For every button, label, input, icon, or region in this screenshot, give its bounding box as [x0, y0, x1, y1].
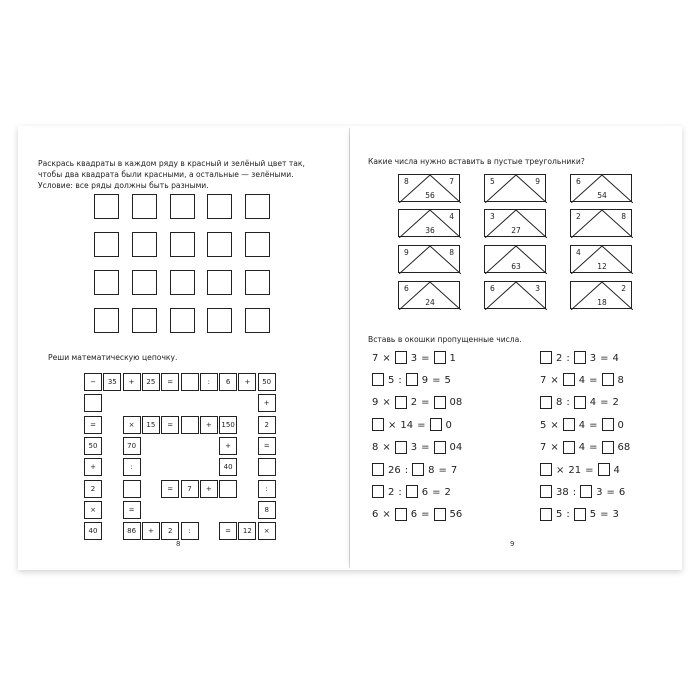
color-square[interactable] [170, 232, 195, 257]
windows-title: Вставь в окошки пропущенные числа. [368, 335, 522, 344]
equation-token: 7 [540, 442, 547, 454]
chain-cell: 40 [219, 458, 237, 476]
equation-token: 8 [556, 397, 563, 409]
equation-token: 38 [556, 486, 569, 498]
equation-token: 4 [613, 464, 620, 476]
equation-row [538, 396, 621, 409]
equation-token: × [556, 464, 565, 476]
equation-row [370, 396, 464, 409]
triangle-left-number: 8 [404, 177, 409, 186]
chain-cell: 2 [84, 480, 102, 498]
color-square[interactable] [94, 232, 119, 257]
answer-box[interactable] [372, 485, 384, 498]
equation-token: 5 [556, 509, 563, 521]
chain-cell: : [200, 373, 218, 391]
equation-token: = [600, 397, 609, 409]
equation-row [538, 485, 627, 498]
equation-token: × [550, 374, 559, 386]
triangle-right-number: 8 [621, 212, 626, 221]
equation-token: × [382, 442, 391, 454]
triangles-title: Какие числа нужно вставить в пустые треугольники? [368, 157, 585, 166]
triangle-bottom-number: 18 [597, 298, 607, 307]
answer-box[interactable] [395, 508, 407, 521]
equation-row [370, 373, 453, 386]
color-square[interactable] [245, 270, 270, 295]
equation-token: = [600, 352, 609, 364]
equation-token: 3 [596, 486, 603, 498]
chain-cell: + [142, 522, 160, 540]
equation-token: 6 [618, 486, 626, 498]
color-square[interactable] [207, 194, 232, 219]
answer-box[interactable] [574, 396, 586, 409]
equation-token: = [585, 464, 594, 476]
equation-token: 9 [372, 397, 379, 409]
triangle-left-number: 5 [490, 177, 495, 186]
chain-cell: 6 [219, 373, 237, 391]
equation-token: 5 [444, 374, 451, 386]
chain-cell: 86 [123, 522, 141, 540]
chain-cell: × [84, 501, 102, 519]
chain-cell: 2 [258, 416, 276, 434]
equation-token: 7 [372, 352, 379, 364]
equation-row [538, 508, 621, 521]
triangle-left-number: 6 [490, 284, 495, 293]
equation-token: 6 [372, 509, 379, 521]
answer-box[interactable] [395, 396, 407, 409]
answer-box[interactable] [563, 418, 575, 431]
color-square[interactable] [94, 270, 119, 295]
equation-token: 8 [617, 374, 624, 386]
equation-token: 5 [540, 419, 547, 431]
page-number-left: 8 [176, 540, 181, 548]
equation-token: = [432, 486, 441, 498]
equation-token: = [421, 397, 430, 409]
chain-cell: + [258, 394, 276, 412]
triangle-puzzle [398, 245, 460, 273]
equation-row [538, 463, 622, 476]
triangle-left-number: 4 [576, 248, 581, 257]
equation-token: 6 [421, 486, 429, 498]
chain-cell: 35 [103, 373, 121, 391]
answer-box[interactable] [395, 441, 407, 454]
answer-box[interactable] [434, 441, 446, 454]
chain-title: Реши математическую цепочку. [48, 353, 178, 362]
answer-box[interactable] [434, 508, 446, 521]
equation-token: 4 [589, 397, 597, 409]
triangle-right-number: 2 [621, 284, 626, 293]
triangle-left-number: 9 [404, 248, 409, 257]
equation-token: 4 [578, 442, 586, 454]
answer-box[interactable] [540, 396, 552, 409]
chain-cell[interactable] [181, 416, 199, 434]
color-square[interactable] [207, 270, 232, 295]
chain-cell: : [181, 522, 199, 540]
equation-row [370, 485, 453, 498]
answer-box[interactable] [540, 508, 552, 521]
chain-cell: = [161, 480, 179, 498]
chain-cell: + [219, 437, 237, 455]
equation-token: 2 [556, 352, 563, 364]
answer-box[interactable] [602, 418, 614, 431]
right-page [350, 128, 680, 568]
triangle-right-number: 7 [449, 177, 454, 186]
triangle-puzzle [570, 209, 632, 237]
chain-cell[interactable] [123, 480, 141, 498]
color-square[interactable] [245, 308, 270, 333]
answer-box[interactable] [372, 463, 384, 476]
equation-token: × [382, 509, 391, 521]
triangle-bottom-number: 54 [597, 191, 607, 200]
triangle-puzzle [484, 281, 546, 309]
page-number-right: 9 [510, 540, 515, 548]
color-square[interactable] [170, 194, 195, 219]
chain-cell: + [238, 373, 256, 391]
chain-cell: = [84, 416, 102, 434]
chain-cell: 50 [258, 373, 276, 391]
answer-box[interactable] [563, 373, 575, 386]
equation-token: = [589, 374, 598, 386]
equation-token: × [382, 397, 391, 409]
chain-cell: 2 [161, 522, 179, 540]
equation-token: 3 [410, 442, 418, 454]
chain-cell: : [123, 458, 141, 476]
answer-box[interactable] [574, 351, 586, 364]
equation-row [370, 351, 458, 364]
equation-token: = [421, 442, 430, 454]
equation-token: = [417, 419, 426, 431]
equation-token: = [432, 374, 441, 386]
triangle-puzzle [398, 174, 460, 202]
answer-box[interactable] [580, 485, 592, 498]
equation-token: 7 [450, 464, 458, 476]
equation-row [538, 418, 626, 431]
equation-token: 0 [617, 419, 624, 431]
equation-token: 3 [410, 352, 418, 364]
color-square[interactable] [132, 308, 157, 333]
chain-cell: 7 [181, 480, 199, 498]
chain-cell: + [84, 458, 102, 476]
answer-box[interactable] [540, 463, 552, 476]
color-square[interactable] [170, 270, 195, 295]
color-square[interactable] [132, 270, 157, 295]
chain-cell: × [258, 522, 276, 540]
answer-box[interactable] [434, 351, 446, 364]
chain-cell: = [258, 437, 276, 455]
chain-cell[interactable] [219, 480, 237, 498]
answer-box[interactable] [563, 441, 575, 454]
answer-box[interactable] [406, 373, 418, 386]
equation-token: 8 [428, 464, 435, 476]
triangle-bottom-number: 56 [425, 191, 435, 200]
equation-token: 26 [388, 464, 401, 476]
equation-token: 08 [449, 397, 463, 409]
equation-token: 1 [449, 352, 456, 364]
equation-token: : [566, 397, 570, 409]
color-square[interactable] [170, 308, 195, 333]
triangle-bottom-number: 63 [511, 262, 521, 271]
chain-cell[interactable] [258, 458, 276, 476]
chain-cell: − [84, 373, 102, 391]
equation-token: : [398, 486, 402, 498]
equation-token: = [421, 509, 430, 521]
equation-token: 2 [388, 486, 395, 498]
color-square[interactable] [245, 232, 270, 257]
equation-token: × [388, 419, 397, 431]
equation-token: 2 [444, 486, 451, 498]
equation-token: : [404, 464, 409, 476]
left-page [20, 128, 350, 568]
chain-cell: × [123, 416, 141, 434]
equation-token: : [572, 486, 577, 498]
triangle-right-number: 4 [449, 212, 454, 221]
equation-token: 3 [589, 352, 597, 364]
equation-token: × [550, 419, 559, 431]
equation-token: 5 [388, 374, 395, 386]
triangle-puzzle [398, 209, 460, 237]
equation-token: 04 [449, 442, 463, 454]
chain-cell: 50 [84, 437, 102, 455]
triangle-right-number: 3 [535, 284, 540, 293]
chain-cell: : [258, 480, 276, 498]
equation-token: 2 [612, 397, 619, 409]
chain-cell: = [123, 501, 141, 519]
answer-box[interactable] [395, 351, 407, 364]
equation-token: × [550, 442, 559, 454]
triangle-puzzle [570, 245, 632, 273]
color-square[interactable] [94, 194, 119, 219]
equation-token: × [382, 352, 391, 364]
equation-row [370, 418, 454, 431]
answer-box[interactable] [602, 373, 614, 386]
triangle-left-number: 6 [576, 177, 581, 186]
equation-token: 56 [449, 509, 463, 521]
equation-token: 4 [578, 374, 586, 386]
equation-row [538, 441, 632, 454]
color-square[interactable] [245, 194, 270, 219]
triangle-bottom-number: 24 [425, 298, 435, 307]
answer-box[interactable] [372, 373, 384, 386]
equation-row [370, 463, 459, 476]
triangle-bottom-number: 36 [425, 226, 435, 235]
equation-token: = [606, 486, 615, 498]
equation-token: 0 [445, 419, 452, 431]
equation-row [370, 508, 464, 521]
chain-cell: 150 [219, 416, 237, 434]
triangle-puzzle [484, 209, 546, 237]
triangle-left-number: 2 [576, 212, 581, 221]
equation-token: : [566, 509, 570, 521]
color-square[interactable] [132, 232, 157, 257]
triangle-puzzle [570, 281, 632, 309]
chain-cell: 25 [142, 373, 160, 391]
chain-cell: = [219, 522, 237, 540]
equation-row [370, 441, 464, 454]
answer-box[interactable] [574, 508, 586, 521]
equation-token: 6 [410, 509, 418, 521]
answer-box[interactable] [372, 418, 384, 431]
equation-token: = [589, 419, 598, 431]
chain-cell[interactable] [181, 373, 199, 391]
triangle-puzzle [484, 174, 546, 202]
answer-box[interactable] [434, 396, 446, 409]
answer-box[interactable] [406, 485, 418, 498]
answer-box[interactable] [602, 441, 614, 454]
triangle-bottom-number: 12 [597, 262, 607, 271]
equation-token: 3 [612, 509, 619, 521]
equation-token: : [398, 374, 402, 386]
equation-token: 21 [568, 464, 582, 476]
equation-token: 8 [372, 442, 379, 454]
equation-token: 4 [578, 419, 586, 431]
triangle-right-number: 8 [449, 248, 454, 257]
equation-token: = [589, 442, 598, 454]
chain-cell: + [200, 480, 218, 498]
chain-cell: 70 [123, 437, 141, 455]
equation-token: : [566, 352, 570, 364]
answer-box[interactable] [412, 463, 424, 476]
answer-box[interactable] [598, 463, 610, 476]
chain-cell: + [200, 416, 218, 434]
equation-token: 2 [410, 397, 418, 409]
color-square[interactable] [132, 194, 157, 219]
equation-token: 5 [589, 509, 597, 521]
equation-row [538, 373, 626, 386]
chain-cell: 40 [84, 522, 102, 540]
triangle-bottom-number: 27 [511, 226, 521, 235]
chain-cell: 8 [258, 501, 276, 519]
equation-token: 7 [540, 374, 547, 386]
equation-token: = [600, 509, 609, 521]
answer-box[interactable] [540, 485, 552, 498]
equation-token: 68 [617, 442, 631, 454]
triangle-puzzle [570, 174, 632, 202]
triangle-left-number: 6 [404, 284, 409, 293]
answer-box[interactable] [430, 418, 442, 431]
equation-row [538, 351, 621, 364]
color-square[interactable] [207, 232, 232, 257]
coloring-instruction: Раскрась квадраты в каждом ряду в красный и зелёный цвет так, чтобы два квадрата были красными, а остальные — зелёными. Условие: все ряды должны быть разными. [38, 159, 308, 190]
equation-token: 4 [612, 352, 619, 364]
color-square[interactable] [207, 308, 232, 333]
equation-token: = [438, 464, 447, 476]
equation-token: 14 [400, 419, 414, 431]
chain-cell: = [161, 373, 179, 391]
color-square[interactable] [94, 308, 119, 333]
chain-cell: 15 [142, 416, 160, 434]
chain-cell: 12 [238, 522, 256, 540]
triangle-puzzle [484, 245, 546, 273]
triangle-right-number: 9 [535, 177, 540, 186]
chain-cell: + [123, 373, 141, 391]
chain-cell: = [161, 416, 179, 434]
equation-token: 9 [421, 374, 429, 386]
answer-box[interactable] [540, 351, 552, 364]
triangle-puzzle [398, 281, 460, 309]
equation-token: = [421, 352, 430, 364]
chain-cell[interactable] [84, 394, 102, 412]
triangle-left-number: 3 [490, 212, 495, 221]
